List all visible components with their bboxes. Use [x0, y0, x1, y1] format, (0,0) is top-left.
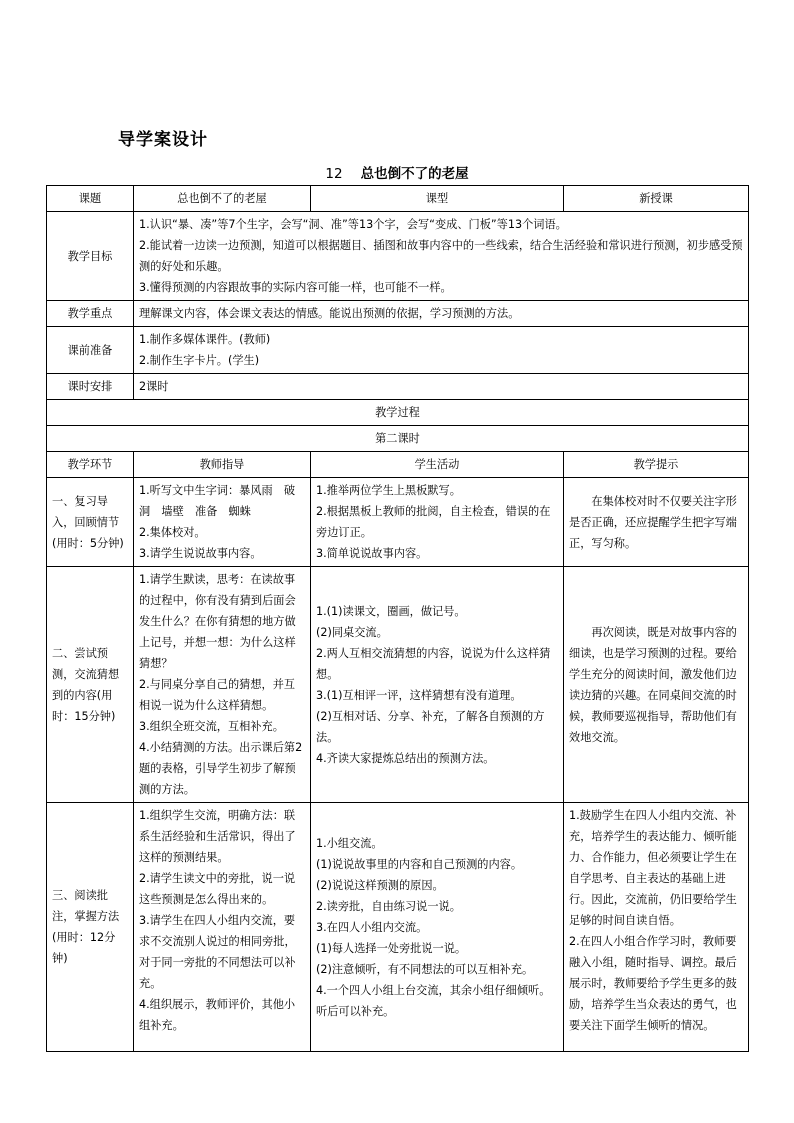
student-step: 1.推举两位学生上黑板默写。: [316, 484, 461, 497]
teacher-step: 3.组织全班交流，互相补充。: [139, 720, 284, 733]
focus-label: 教学重点: [47, 301, 134, 327]
section-row: [47, 803, 749, 1052]
student-step: 1.(1)读课文，圈画，做记号。: [316, 604, 466, 618]
student-step: (2)同桌交流。: [316, 625, 388, 639]
goal-item: 1.认识“暴、凑”等7个生字，会写“洞、准”等13个字，会写“变成、门板”等13个词语。: [139, 218, 567, 231]
teacher-step: 1.请学生默读，思考：在读故事的过程中，你有没有猜到后面会发生什么？在你有猜想的地方做上记号，并想一想：为什么这样猜想？: [139, 573, 296, 670]
teaching-tips: [564, 567, 749, 803]
student-step: (2)互相对话、分享、补充，了解各自预测的方法。: [316, 709, 545, 744]
lesson-plan-table: [46, 185, 749, 1052]
goal-item: 3.懂得预测的内容跟故事的实际内容可能一样，也可能不一样。: [139, 281, 452, 294]
student-activity: [311, 478, 564, 567]
section-row: [47, 567, 749, 803]
teaching-tips: [564, 803, 749, 1052]
goal-item: 2.能试着一边读一边预测，知道可以根据题目、插图和故事内容中的一些线索，结合生活经验和常识进行预测，初步感受预测的好处和乐趣。: [139, 239, 743, 273]
student-step: (2)说说这样预测的原因。: [316, 878, 444, 892]
type-value: 新授课: [564, 186, 749, 212]
tip-text: 1.鼓励学生在四人小组内交流、补充，培养学生的表达能力、倾听能力、合作能力，但必须要让学生在自学思考、自主表达的基础上进行。因此，交流前，仍旧要给学生足够的时间自读自悟。: [569, 809, 737, 927]
teacher-guidance: [134, 803, 311, 1052]
tip-text: 在集体校对时不仅要关注字形是否正确，还应提醒学生把字写端正，写匀称。: [569, 494, 737, 550]
teacher-guidance: [134, 478, 311, 567]
teacher-guidance: [134, 567, 311, 803]
column-header: 教学环节: [47, 452, 134, 478]
student-step: (2)注意倾听，有不同想法的可以互相补充。: [316, 962, 534, 976]
teacher-step: 4.小结猜测的方法。出示课后第2题的表格，引导学生初步了解预测的方法。: [139, 741, 303, 796]
student-activity: [311, 567, 564, 803]
student-step: 2.根据黑板上教师的批阅，自主检查，错误的在旁边订正。: [316, 505, 551, 539]
teacher-step: 3.请学生说说故事内容。: [139, 547, 262, 560]
student-step: 3.在四人小组内交流。: [316, 920, 428, 934]
prep-item: 2.制作生字卡片。(学生): [139, 354, 260, 367]
student-activity: [311, 803, 564, 1052]
section-stage: 三、阅读批注，掌握方法(用时：12分钟): [47, 803, 134, 1052]
section-stage: 一、复习导入，回顾情节(用时：5分钟): [47, 478, 134, 567]
lesson-number: 12: [325, 166, 343, 182]
focus-value: 理解课文内容，体会课文表达的情感。能说出预测的依据，学习预测的方法。: [134, 301, 749, 327]
schedule-label: 课时安排: [47, 374, 134, 400]
teaching-tips: [564, 478, 749, 567]
student-step: 3.简单说说故事内容。: [316, 547, 428, 560]
teacher-step: 1.听写文中生字词：暴风雨 破洞 墙壁 准备 蜘蛛: [139, 484, 296, 518]
prep-label: 课前准备: [47, 327, 134, 374]
goals-label: 教学目标: [47, 212, 134, 301]
teacher-step: 4.组织展示，教师评价，其他小组补充。: [139, 998, 296, 1032]
student-step: 2.两人互相交流猜想的内容，说说为什么这样猜想。: [316, 646, 551, 681]
teacher-step: 3.请学生在四人小组内交流，要求不交流别人说过的相同旁批，对于同一旁批的不同想法可以补充。: [139, 914, 296, 990]
section-row: [47, 478, 749, 567]
tip-text: 再次阅读，既是对故事内容的细读，也是学习预测的过程。要给学生充分的阅读时间，激发他们边读边猜的兴趣。在同桌间交流的时候，教师要巡视指导，帮助他们有效地交流。: [569, 625, 737, 744]
prep-content: [134, 327, 749, 374]
topic-label: 课题: [47, 186, 134, 212]
prep-item: 1.制作多媒体课件。(教师): [139, 333, 271, 346]
tip-text: 2.在四人小组合作学习时，教师要融入小组，随时指导、调控。最后展示时，教师要给予学生更多的鼓励，培养学生当众表达的勇气，也要关注下面学生倾听的情况。: [569, 935, 737, 1032]
period-heading: 第二课时: [47, 426, 749, 452]
student-step: 1.小组交流。: [316, 836, 383, 850]
goals-content: [134, 212, 749, 301]
student-step: 4.齐读大家提炼总结出的预测方法。: [316, 751, 495, 765]
column-header: 教学提示: [564, 452, 749, 478]
teacher-step: 2.与同桌分享自己的猜想，并互相说一说为什么这样猜想。: [139, 678, 296, 712]
section-stage: 二、尝试预测，交流猜想到的内容(用时：15分钟): [47, 567, 134, 803]
student-step: 3.(1)互相评一评，这样猜想有没有道理。: [316, 688, 522, 702]
teacher-step: 1.组织学生交流，明确方法：联系生活经验和生活常识，得出了这样的预测结果。: [139, 809, 296, 864]
column-header: 教师指导: [134, 452, 311, 478]
teacher-step: 2.集体校对。: [139, 526, 206, 539]
document-title: 导学案设计: [118, 130, 208, 150]
topic-value: 总也倒不了的老屋: [134, 186, 311, 212]
lesson-title: [0, 162, 794, 182]
student-step: (1)每人选择一处旁批说一说。: [316, 941, 467, 955]
schedule-value: 2课时: [134, 374, 749, 400]
student-step: 2.读旁批，自由练习说一说。: [316, 899, 461, 913]
lesson-name: 总也倒不了的老屋: [360, 166, 469, 182]
type-label: 课型: [311, 186, 564, 212]
student-step: (1)说说故事里的内容和自己预测的内容。: [316, 857, 523, 871]
process-heading: 教学过程: [47, 400, 749, 426]
teacher-step: 2.请学生读文中的旁批，说一说这些预测是怎么得出来的。: [139, 872, 296, 906]
column-header: 学生活动: [311, 452, 564, 478]
student-step: 4.一个四人小组上台交流，其余小组仔细倾听。听后可以补充。: [316, 983, 551, 1018]
